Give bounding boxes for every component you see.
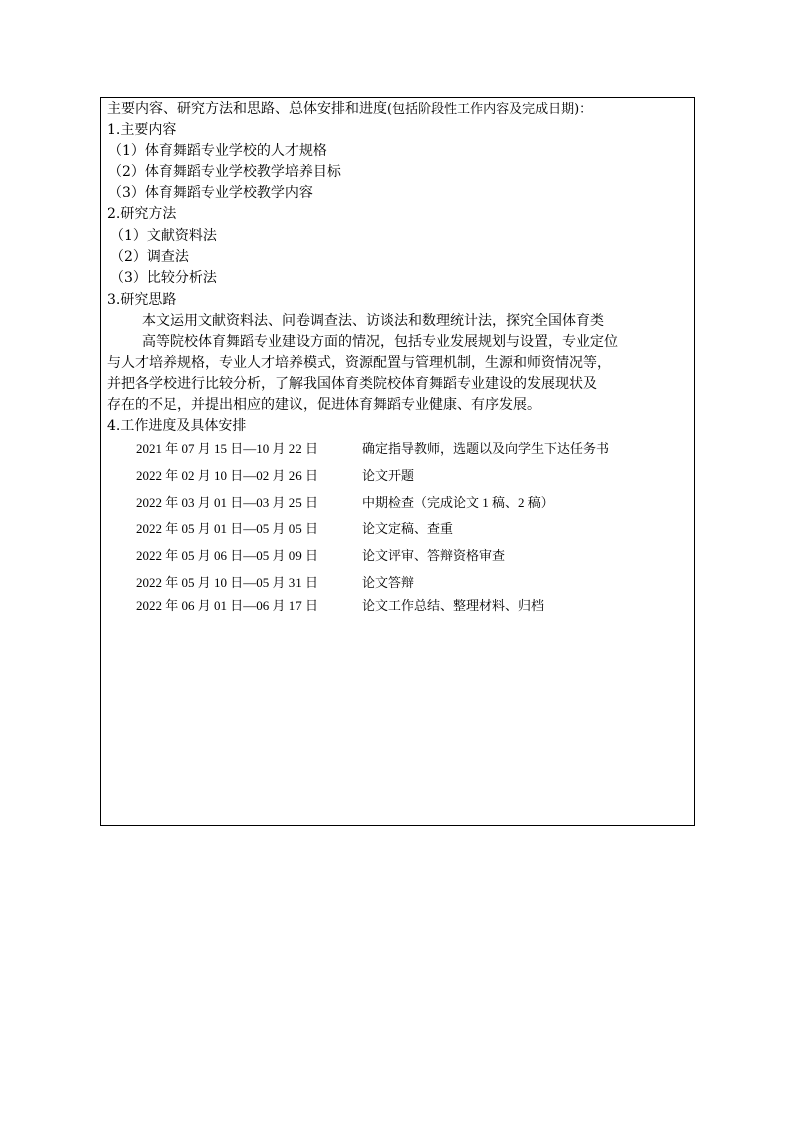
list-item: （3）比较分析法 [110,270,217,286]
paragraph-line: 与人才培养规格，专业人才培养模式，资源配置与管理机制，生源和师资情况等， [107,355,611,371]
list-item: （2）调查法 [110,249,189,265]
list-item: （2）体育舞蹈专业学校教学培养目标 [108,164,341,180]
schedule-date: 2022 年 05 月 06 日—05 月 09 日 [136,548,319,563]
schedule-task: 中期检查（完成论文 1 稿、2 稿） [362,495,554,510]
schedule-date: 2022 年 05 月 01 日—05 月 05 日 [136,521,319,536]
schedule-task: 确定指导教师，选题以及向学生下达任务书 [362,441,610,456]
list-item: （3）体育舞蹈专业学校教学内容 [108,185,313,201]
list-item: （1）文献资料法 [110,228,217,244]
schedule-task: 论文答辩 [362,575,415,590]
schedule-date: 2022 年 02 月 10 日—02 月 26 日 [136,468,319,483]
form-box [100,97,695,826]
header-note: (包括阶段性工作内容及完成日期)： [387,102,593,117]
paragraph-line: 并把各学校进行比较分析，了解我国体育类院校体育舞蹈专业建设的发展现状及 [107,376,597,392]
paragraph-line: 本文运用文献资料法、问卷调查法、访谈法和数理统计法，探究全国体育类 [142,313,604,329]
paragraph-line: 存在的不足，并提出相应的建议，促进体育舞蹈专业健康、有序发展。 [107,397,541,413]
paragraph-line: 高等院校体育舞蹈专业建设方面的情况，包括专业发展规划与设置，专业定位 [142,334,618,350]
header-title: 主要内容、研究方法和思路、总体安排和进度 [107,101,387,117]
schedule-task: 论文工作总结、整理材料、归档 [362,598,545,613]
section-approach-title: 3.研究思路 [107,292,177,308]
schedule-row [136,493,676,513]
schedule-task: 论文开题 [362,468,415,483]
section-schedule-title: 4.工作进度及具体安排 [107,418,247,434]
list-item: （1）体育舞蹈专业学校的人才规格 [108,143,327,159]
section-methods-title: 2.研究方法 [107,206,177,222]
header-line [107,99,592,120]
schedule-row [136,546,676,566]
schedule-date: 2022 年 06 月 01 日—06 月 17 日 [136,598,319,613]
schedule-task: 论文定稿、查重 [362,521,454,536]
schedule-row [136,439,676,459]
schedule-task: 论文评审、答辩资格审查 [362,548,506,563]
schedule-row [136,573,676,593]
schedule-date: 2021 年 07 月 15 日—10 月 22 日 [136,441,319,456]
schedule-row [136,596,676,616]
schedule-date: 2022 年 03 月 01 日—03 月 25 日 [136,495,319,510]
section-content-title: 1.主要内容 [107,122,177,138]
schedule-row [136,466,676,486]
schedule-date: 2022 年 05 月 10 日—05 月 31 日 [136,575,319,590]
schedule-row [136,519,676,539]
